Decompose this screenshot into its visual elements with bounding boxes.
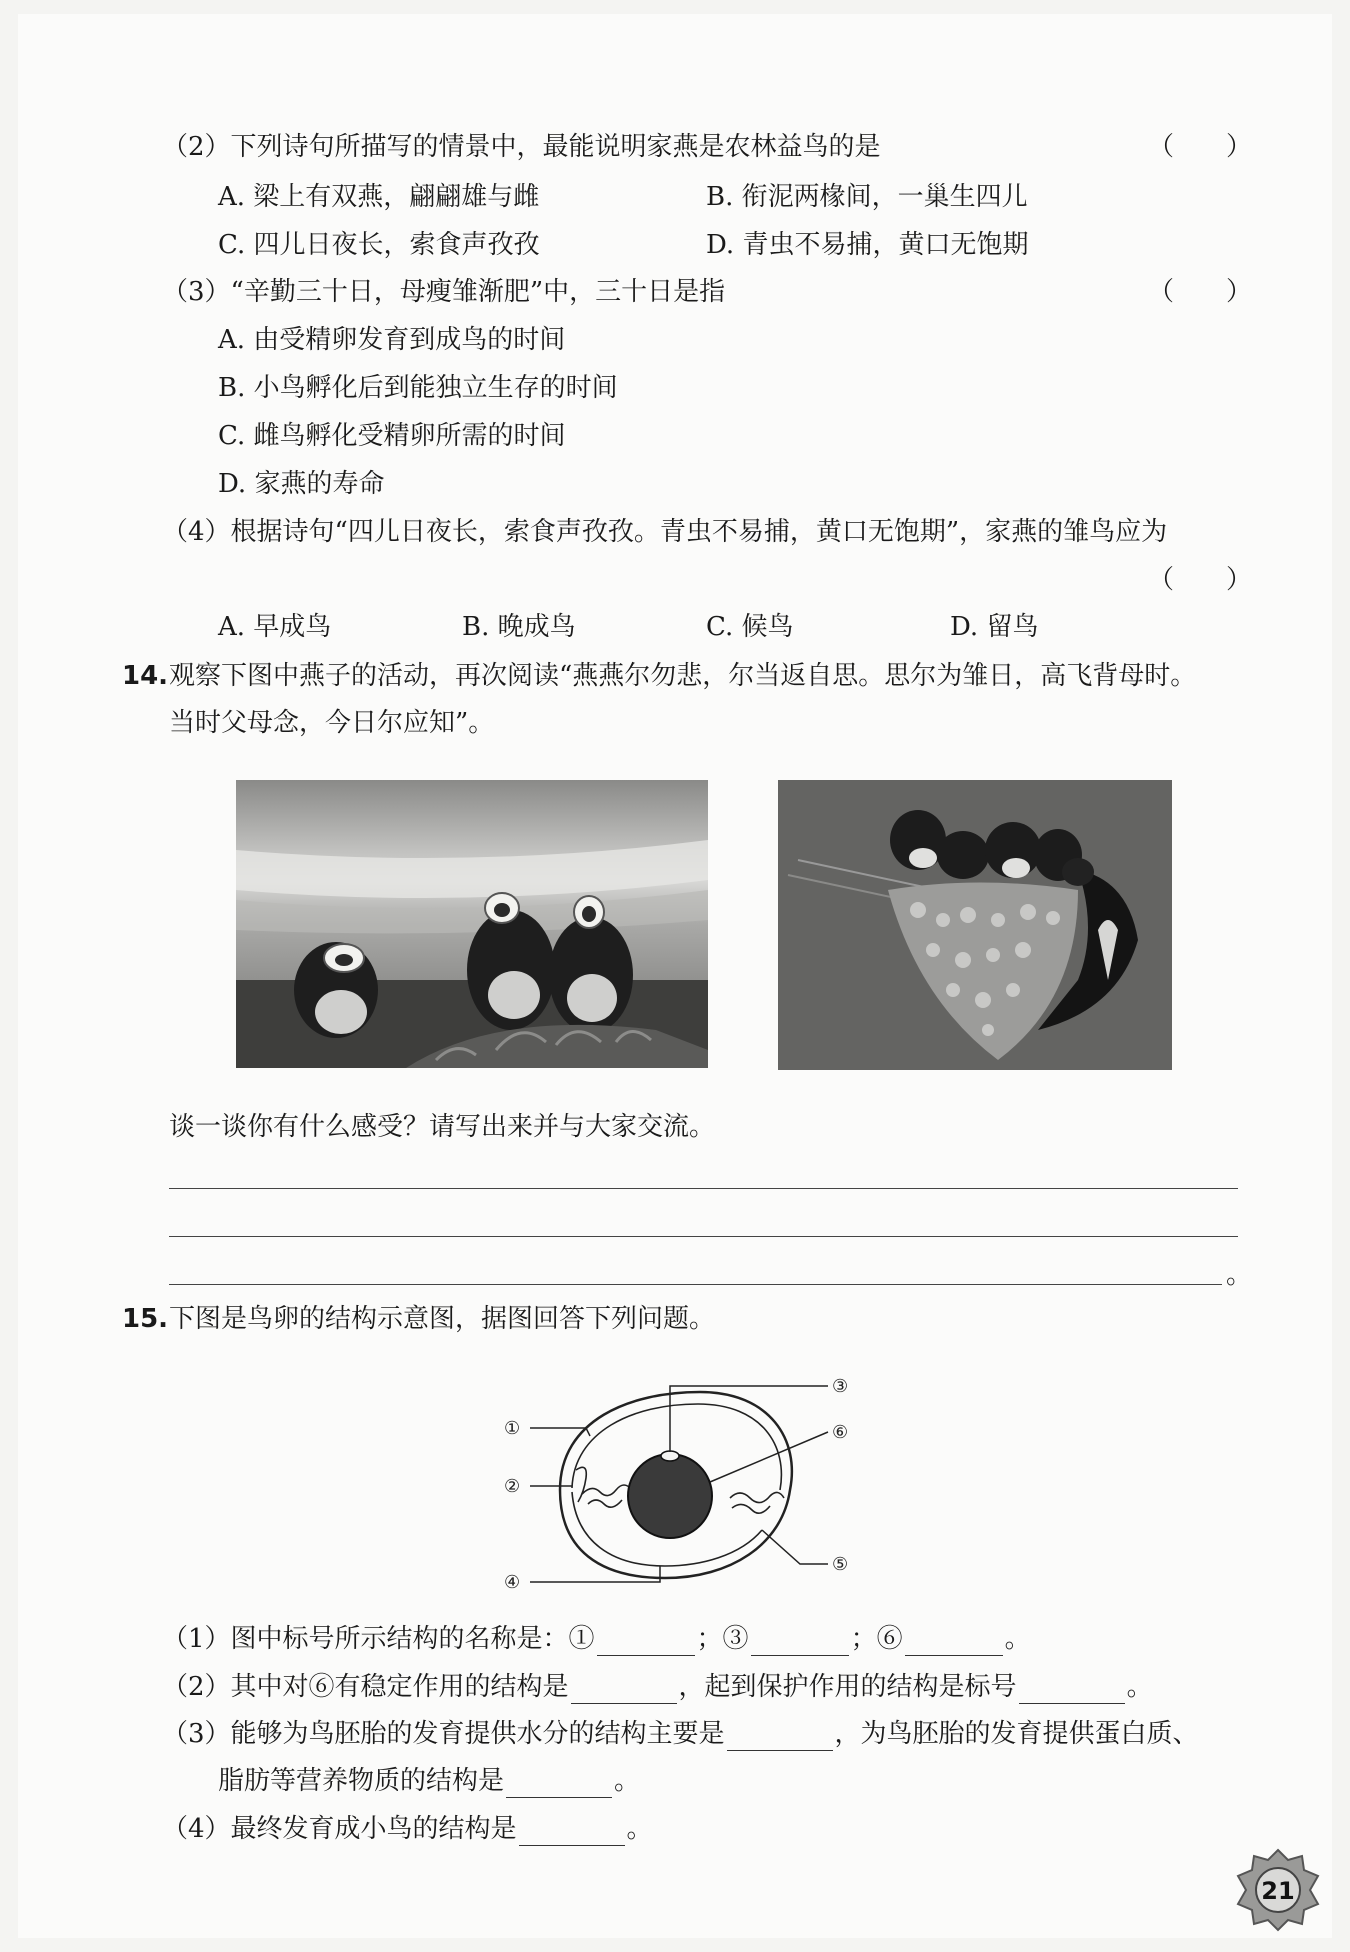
q15-sub3-line2-text: 脂肪等营养物质的结构是 <box>218 1766 505 1796</box>
q14-end-mark: 。 <box>1226 1260 1253 1290</box>
q15-sub1-end: 。 <box>1004 1624 1031 1654</box>
q13-sub3-stem: （3）“辛勤三十日，母瘦雏渐肥”中，三十日是指 <box>162 277 726 307</box>
q13-sub4-option-d: D. 留鸟 <box>950 612 1039 642</box>
q13-sub2-answer-paren[interactable]: （ ） <box>1148 132 1253 162</box>
q15-sub4-blank[interactable] <box>519 1817 625 1846</box>
q15-sub2-blank-1[interactable] <box>571 1675 677 1704</box>
q13-sub2-stem: （2）下列诗句所描写的情景中，最能说明家燕是农林益鸟的是 <box>162 132 881 162</box>
q15-sub3-mid: ，为鸟胚胎的发育提供蛋白质、 <box>834 1719 1199 1749</box>
q13-sub4-stem: （4）根据诗句“四儿日夜长，索食声孜孜。青虫不易捕，黄口无饱期”，家燕的雏鸟应为 <box>162 517 1168 547</box>
q15-sub4 <box>162 1812 653 1846</box>
q15-sub3-blank-2[interactable] <box>506 1769 612 1798</box>
label-3: ③ <box>832 1376 849 1397</box>
q14-answer-line-1[interactable] <box>169 1188 1238 1189</box>
q13-sub2-option-a: A. 梁上有双燕，翩翩雄与雌 <box>218 182 540 212</box>
swallow-nest-photo <box>778 780 1172 1070</box>
q13-sub3-option-c: C. 雌鸟孵化受精卵所需的时间 <box>218 421 566 451</box>
q14-answer-line-2[interactable] <box>169 1236 1238 1237</box>
label-6: ⑥ <box>832 1422 849 1443</box>
q15-sub1-blank-3[interactable] <box>751 1627 849 1656</box>
q15-sub1-stem: （1）图中标号所示结构的名称是：① <box>162 1624 595 1654</box>
q15-sub1-blank-1[interactable] <box>597 1627 695 1656</box>
q13-sub4-option-a: A. 早成鸟 <box>218 612 332 642</box>
q15-sub2-mid: ，起到保护作用的结构是标号 <box>678 1672 1017 1702</box>
label-5: ⑤ <box>832 1554 849 1575</box>
label-2: ② <box>504 1476 521 1497</box>
q15-sub1-sep1: ；③ <box>696 1624 749 1654</box>
q14-number: 14. <box>122 661 169 691</box>
q15-sub3-line2 <box>218 1764 640 1798</box>
q15-sub3-blank-1[interactable] <box>727 1722 833 1751</box>
q15-sub3-end: 。 <box>614 1766 641 1796</box>
nestlings-photo <box>236 780 708 1068</box>
q13-sub4-option-c: C. 候鸟 <box>706 612 794 642</box>
label-4: ④ <box>504 1572 521 1593</box>
q15-sub1 <box>162 1622 1031 1656</box>
q15-sub4-end: 。 <box>626 1814 653 1844</box>
q15-sub3-stem: （3）能够为鸟胚胎的发育提供水分的结构主要是 <box>162 1719 725 1749</box>
q13-sub3-option-b: B. 小鸟孵化后到能独立生存的时间 <box>218 373 618 403</box>
q15-sub1-blank-6[interactable] <box>905 1627 1003 1656</box>
q14-prompt: 谈一谈你有什么感受？请写出来并与大家交流。 <box>169 1112 716 1142</box>
q15-sub2-stem: （2）其中对⑥有稳定作用的结构是 <box>162 1672 569 1702</box>
q13-sub2-option-b: B. 衔泥两椽间，一巢生四儿 <box>706 182 1028 212</box>
q13-sub3-option-d: D. 家燕的寿命 <box>218 469 385 499</box>
q13-sub2-option-d: D. 青虫不易捕，黄口无饱期 <box>706 230 1029 260</box>
q14-text-line2: 当时父母念，今日尔应知”。 <box>169 708 495 738</box>
q15-sub4-stem: （4）最终发育成小鸟的结构是 <box>162 1814 517 1844</box>
label-1: ① <box>504 1418 521 1439</box>
page-number: 21 <box>1261 1877 1295 1905</box>
q13-sub3-option-a: A. 由受精卵发育到成鸟的时间 <box>218 325 566 355</box>
q15-sub2-blank-2[interactable] <box>1019 1675 1125 1704</box>
q15-number: 15. <box>122 1304 169 1334</box>
q14-answer-line-3[interactable] <box>169 1284 1222 1285</box>
q13-sub4-answer-paren[interactable]: （ ） <box>1148 565 1253 595</box>
q15-sub1-sep2: ；⑥ <box>850 1624 903 1654</box>
q15-sub2 <box>162 1670 1153 1704</box>
q15-sub2-end: 。 <box>1126 1672 1153 1702</box>
q14-text-line1: 观察下图中燕子的活动，再次阅读“燕燕尔勿悲，尔当返自思。思尔为雏日，高飞背母时。 <box>169 661 1197 691</box>
q15-text: 下图是鸟卵的结构示意图，据图回答下列问题。 <box>169 1304 716 1334</box>
q13-sub2-option-c: C. 四儿日夜长，索食声孜孜 <box>218 230 540 260</box>
egg-structure-diagram <box>500 1370 860 1600</box>
q13-sub3-answer-paren[interactable]: （ ） <box>1148 277 1253 307</box>
page-number-badge <box>1236 1848 1320 1932</box>
q15-sub3 <box>162 1717 1199 1751</box>
q13-sub4-option-b: B. 晚成鸟 <box>462 612 576 642</box>
